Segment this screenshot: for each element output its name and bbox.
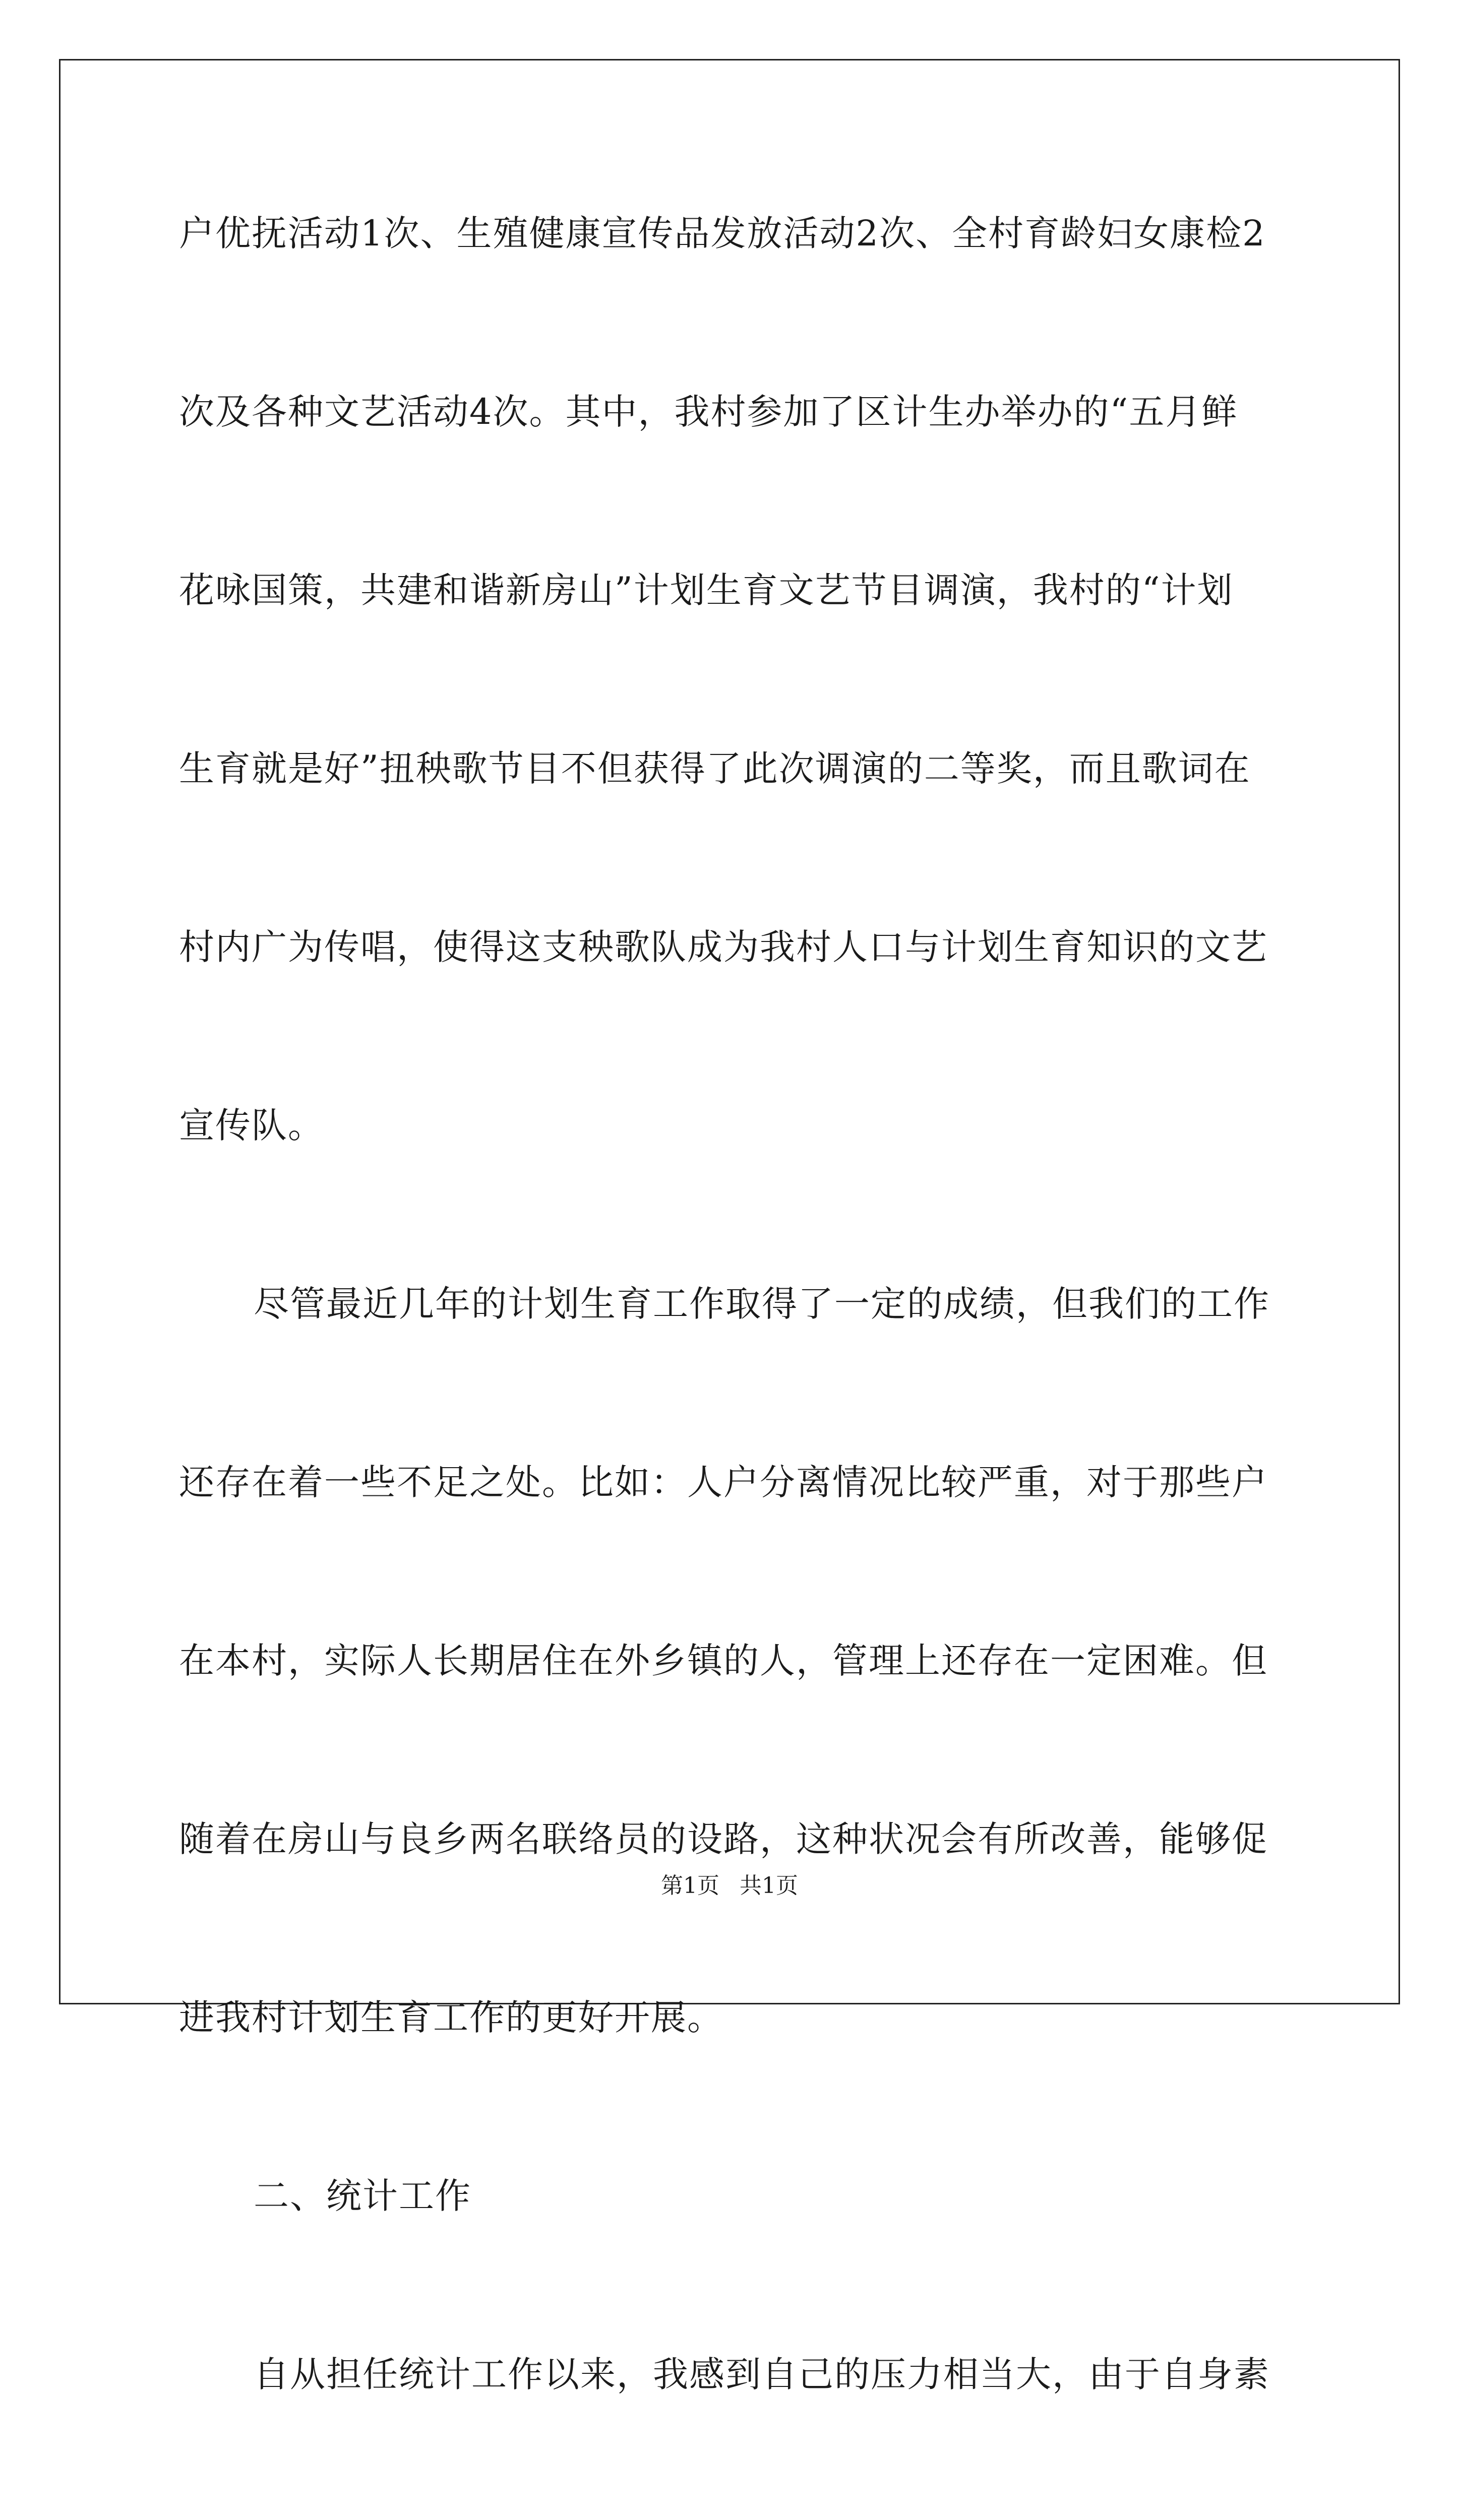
document-body <box>179 189 1288 2520</box>
text-line: 户优抚活动1次、生殖健康宣传品发放活动2次、全村育龄妇女康检2 <box>179 213 1266 254</box>
page-total: 共1页 <box>740 1873 798 1899</box>
page-number: 第1页 <box>661 1873 719 1899</box>
text-line: 还存在着一些不足之处。比如：人户分离情况比较严重，对于那些户 <box>179 1462 1268 1503</box>
text-line: 进我村计划生育工作的更好开展。 <box>179 1997 723 2038</box>
page-footer <box>0 1871 1459 1901</box>
text-line: 生育就是好”扭秧歌节目不但获得了此次调演的二等奖，而且歌词在 <box>179 748 1251 789</box>
text-line <box>179 2508 1288 2520</box>
text-line: 在本村，实际人长期居住在外乡镇的人，管理上还存在一定困难。但 <box>179 1640 1268 1681</box>
text-line: 随着在房山与良乡两名联络员的设路，这种状况会有所改善，能够促 <box>179 1818 1268 1860</box>
section-heading: 二、统计工作 <box>254 2175 471 2217</box>
paragraph-first-line: 自从担任统计工作以来，我感到自己的压力相当大，由于自身素 <box>254 2354 1270 2395</box>
paragraph-first-line: 尽管最近几年的计划生育工作取得了一定的成绩，但我们的工作 <box>254 1283 1270 1325</box>
text-line: 花咏国策，共建和谐新房山”计划生育文艺节目调演，我村的“计划 <box>179 570 1234 611</box>
text-line: 宣传队。 <box>179 1105 324 1146</box>
text-line: 村内广为传唱，使得这支秧歌队成为我村人口与计划生育知识的文艺 <box>179 926 1268 968</box>
text-line: 次及各种文艺活动4次。其中，我村参加了区计生办举办的“五月鲜 <box>179 391 1238 432</box>
